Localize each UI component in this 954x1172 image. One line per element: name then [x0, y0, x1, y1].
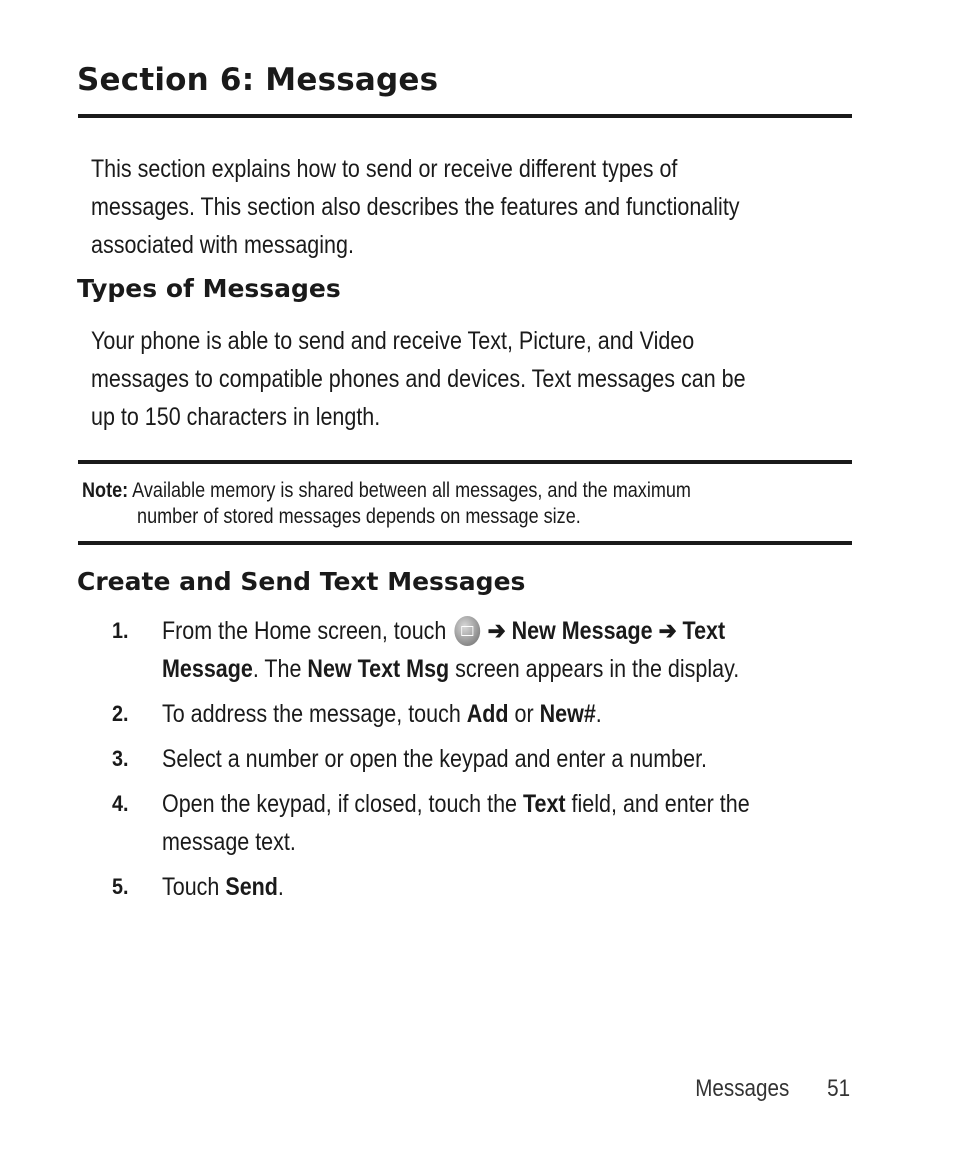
step-number: 3. [112, 746, 129, 771]
footer-section-label: Messages [695, 1075, 790, 1102]
step-text [162, 868, 876, 906]
note-line-2: number of stored messages depends on message size. [137, 505, 581, 528]
types-line-3: up to 150 characters in length. [91, 403, 381, 431]
intro-paragraph [91, 150, 865, 264]
step-1-text-b: . The [252, 655, 308, 683]
step-1-text-a: From the Home screen, touch [162, 617, 453, 645]
message-label: Message [162, 655, 253, 683]
step-4-text-b: field, and enter the [565, 790, 750, 818]
send-label: Send [225, 873, 278, 901]
step-1-text-c: screen appears in the display. [449, 655, 740, 683]
step-number: 1. [112, 618, 129, 643]
types-paragraph [91, 322, 865, 436]
note-bottom-rule [78, 541, 852, 545]
step-2-text-b: or [508, 700, 540, 728]
messaging-icon [454, 616, 480, 646]
step-text [162, 695, 876, 733]
arrow-2: ➔ [652, 617, 683, 645]
page-footer [695, 1075, 850, 1103]
step-text [162, 612, 876, 688]
types-line-1: Your phone is able to send and receive Text, Picture, and Video [91, 327, 695, 355]
note-top-rule [78, 460, 852, 464]
step-3 [112, 740, 872, 778]
note-label: Note: [82, 479, 129, 502]
step-text [162, 785, 876, 861]
step-3-text: Select a number or open the keypad and enter a number. [162, 745, 708, 773]
step-4 [112, 785, 872, 861]
step-2-text-c: . [595, 700, 602, 728]
step-5-text-b: . [277, 873, 284, 901]
page-number: 51 [827, 1075, 850, 1102]
step-number: 5. [112, 874, 129, 899]
step-2-text-a: To address the message, touch [162, 700, 467, 728]
new-number-label: New# [539, 700, 596, 728]
step-5-text-a: Touch [162, 873, 226, 901]
step-4-text-c: message text. [162, 828, 296, 856]
step-text [162, 740, 876, 778]
intro-line-1: This section explains how to send or receive different types of [91, 155, 678, 183]
intro-line-2: messages. This section also describes the features and functionality [91, 193, 740, 221]
text-field-label: Text [522, 790, 566, 818]
add-label: Add [466, 700, 509, 728]
types-line-2: messages to compatible phones and devices. Text messages can be [91, 365, 746, 393]
step-5 [112, 868, 872, 906]
note-box [82, 478, 856, 530]
step-number: 2. [112, 701, 129, 726]
types-heading: Types of Messages [77, 274, 341, 303]
step-number: 4. [112, 791, 129, 816]
step-2 [112, 695, 872, 733]
section-title: Section 6: Messages [77, 62, 439, 98]
steps-list [112, 612, 872, 913]
new-text-msg-label: New Text Msg [307, 655, 450, 683]
new-message-label: New Message [511, 617, 653, 645]
intro-line-3: associated with messaging. [91, 231, 354, 259]
create-heading: Create and Send Text Messages [77, 567, 526, 596]
step-4-text-a: Open the keypad, if closed, touch the [162, 790, 523, 818]
title-rule [78, 114, 852, 118]
step-1 [112, 612, 872, 688]
text-label: Text [682, 617, 726, 645]
note-line-1: Available memory is shared between all messages, and the maximum [128, 479, 691, 502]
arrow-1: ➔ [481, 617, 512, 645]
